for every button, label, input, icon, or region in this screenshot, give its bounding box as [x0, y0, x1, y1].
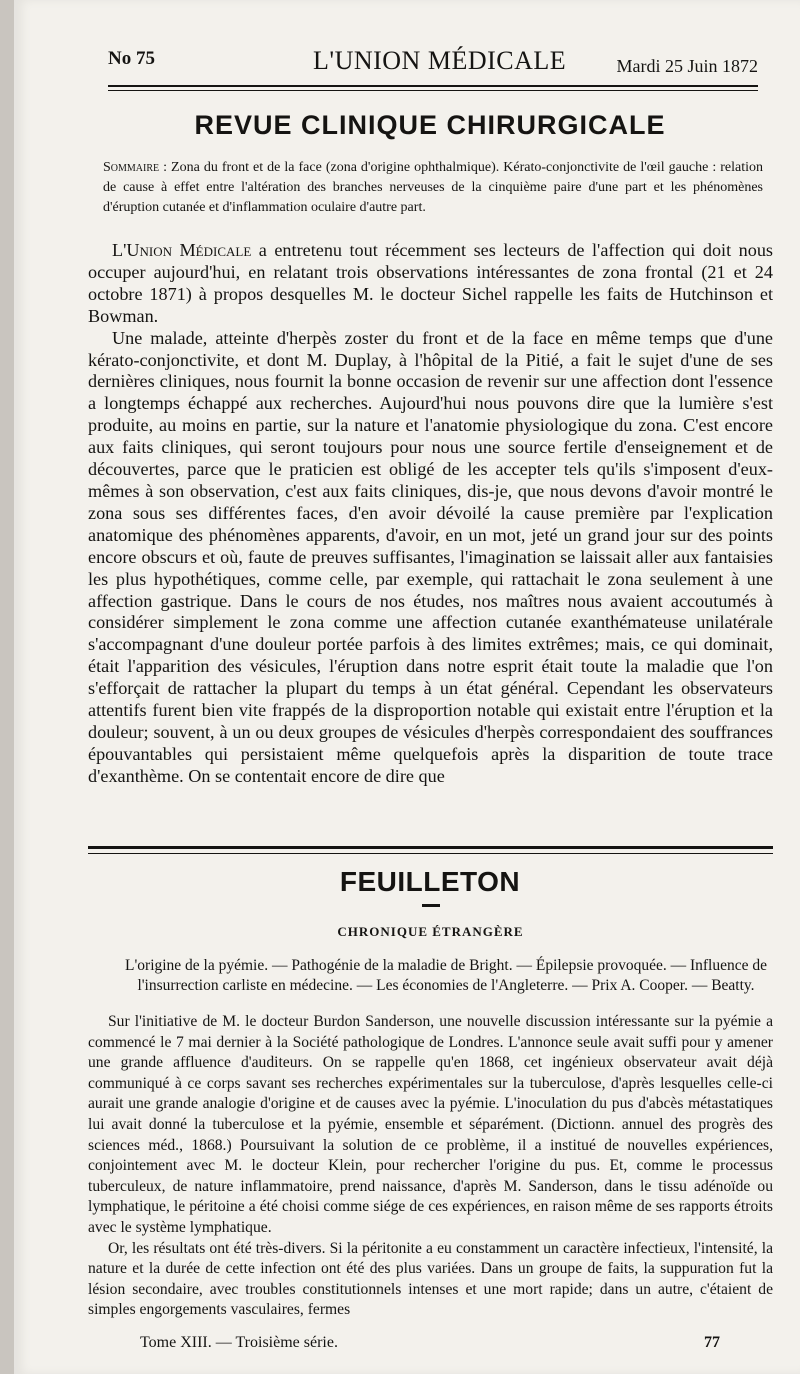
page-footer — [140, 1334, 720, 1356]
feuilleton-subtitle: CHRONIQUE ÉTRANGÈRE — [337, 924, 524, 939]
journal-title: L'UNION MÉDICALE — [313, 46, 567, 75]
section-title-revue: REVUE CLINIQUE CHIRURGICALE — [194, 110, 666, 140]
feuilleton-body — [88, 1012, 773, 1321]
page-number: 77 — [704, 1334, 720, 1351]
volume-series: Tome XIII. — Troisième série. — [140, 1334, 338, 1351]
sommaire-label: Sommaire : — [103, 160, 168, 175]
section-divider — [88, 846, 773, 849]
page-header — [108, 46, 758, 86]
section-divider-thin — [88, 853, 773, 854]
header-rule-thin — [108, 90, 758, 91]
issue-number: No 75 — [108, 48, 155, 69]
sommaire-text: Zona du front et de la face (zona d'origine ophthalmique). Kérato-conjonctivite de l'œil gauche : relation de cause à effet entre l'altération des branches nerveuses de la cinquième paire d'une part et les phénomènes d'éruption cutanée et d'inflammation oculaire d'autre part. — [103, 160, 763, 215]
sommaire — [103, 158, 763, 218]
revue-body — [88, 240, 773, 788]
revue-paragraph: L'Union Médicale a entretenu tout récemment ses lecteurs de l'affection qui doit nous occuper aujourd'hui, en relatant trois observations intéressantes de zona frontal (21 et 24 octobre 1871) à propos desquelles M. le docteur Sichel rappelle les faits de Hutchinson et Bowman. — [88, 240, 773, 326]
header-rule — [108, 85, 758, 87]
title-dash — [422, 904, 440, 907]
feuilleton-paragraph: Sur l'initiative de M. le docteur Burdon Sanderson, une nouvelle discussion intéressante sur la pyémie a commencé le 7 mai dernier à la Société pathologique de Londres. L'annonce seule avait suffi pour y amener une grande affluence d'auditeurs. On se rappelle qu'en 1868, cet ingénieux observateur avait déjà communiqué à ce corps savant ses recherches expérimentales sur la tuberculose, d'après lesquelles celle-ci aurait une grande analogie d'origine et de causes avec la pyémie. L'inoculation du pus d'abcès métastatiques lui avait donné la tuberculose et la pyémie, ensemble et séparément. (Dictionn. annuel des progrès des sciences méd., 1868.) Poursuivant la solution de ce problème, il a institué de nouvelles expériences, conjointement avec M. le docteur Klein, pour rechercher l'origine du pus. Et, comme le processus tuberculeux, de nature inflammatoire, prend naissance, d'après M. Sanderson, dans le tissu adénoïde ou lymphatique, le péritoine a été choisi comme siége de ces expériences, en raison même de ses rapports étroits avec le système lymphatique. — [88, 1013, 773, 1236]
revue-paragraph: Une malade, atteinte d'herpès zoster du front et de la face en même temps que d'une kérato-conjonctivite, et dont M. Duplay, à l'hôpital de la Pitié, a fait le sujet d'une de ses dernières cliniques, nous fournit la bonne occasion de revenir sur une affection dont l'essence a longtemps échappé aux recherches. Aujourd'hui nous pouvons dire que la lumière s'est produite, au moins en partie, sur la nature et l'anatomie physiologique du zona. C'est encore aux faits cliniques, qui seront toujours pour nous une source fertile d'enseignement et de découvertes, parce que le praticien est obligé de les accepter tels qu'ils s'imposent d'eux-mêmes à son observation, c'est aux faits cliniques, dis-je, que nous devons d'avoir montré le zona sous ses différentes faces, d'en avoir dévoilé la cause première par l'explication anatomique des phénomènes apparents, d'avoir, en un mot, jeté un grand jour sur des points encore obscurs et où, faute de preuves suffisantes, l'imagination se laissait aller aux fantaisies les plus hypothétiques, comme celle, par exemple, qui rattachait le zona seulement à une affection gastrique. Dans le cours de nos études, nos maîtres nous avaient accoutumés à considérer simplement le zona comme une affection cutanée exanthémateuse unilatérale s'accompagnant d'une douleur portée parfois à des limites extrêmes; mais, ce qui dominait, était l'apparition des vésicules, l'éruption dans notre esprit était toute la maladie que l'on s'efforçait de rattacher la plupart du temps à un état général. Cependant les observateurs attentifs furent bien vite frappés de la disproportion notable qui existait entre l'éruption et la douleur; souvent, à un ou deux groupes de vésicules d'herpès correspondaient des souffrances épouvantables qui persistaient même quelquefois après la disparition de toute trace d'exanthème. On se contentait encore de dire que — [88, 327, 773, 786]
feuilleton-paragraph: Or, les résultats ont été très-divers. Si la péritonite a eu constamment un caractère infectieux, l'intensité, la nature et la durée de cette infection ont été des plus variées. Dans un groupe de faits, la suppuration fut la lésion secondaire, avec troubles constitutionnels intenses et une mort rapide; dans un autre, c'étaient de simples engorgements vasculaires, fermes — [88, 1239, 773, 1319]
issue-date: Mardi 25 Juin 1872 — [616, 56, 758, 76]
journal-name-inline: L'Union Médicale — [112, 240, 252, 260]
section-title-feuilleton: FEUILLETON — [339, 866, 521, 897]
feuilleton-summary: L'origine de la pyémie. — Pathogénie de la maladie de Bright. — Épilepsie provoquée. — Influence de l'insurrection carliste en médecine. — Les économies de l'Angleterre. — Prix A. Cooper. — Beatty. — [125, 957, 767, 994]
